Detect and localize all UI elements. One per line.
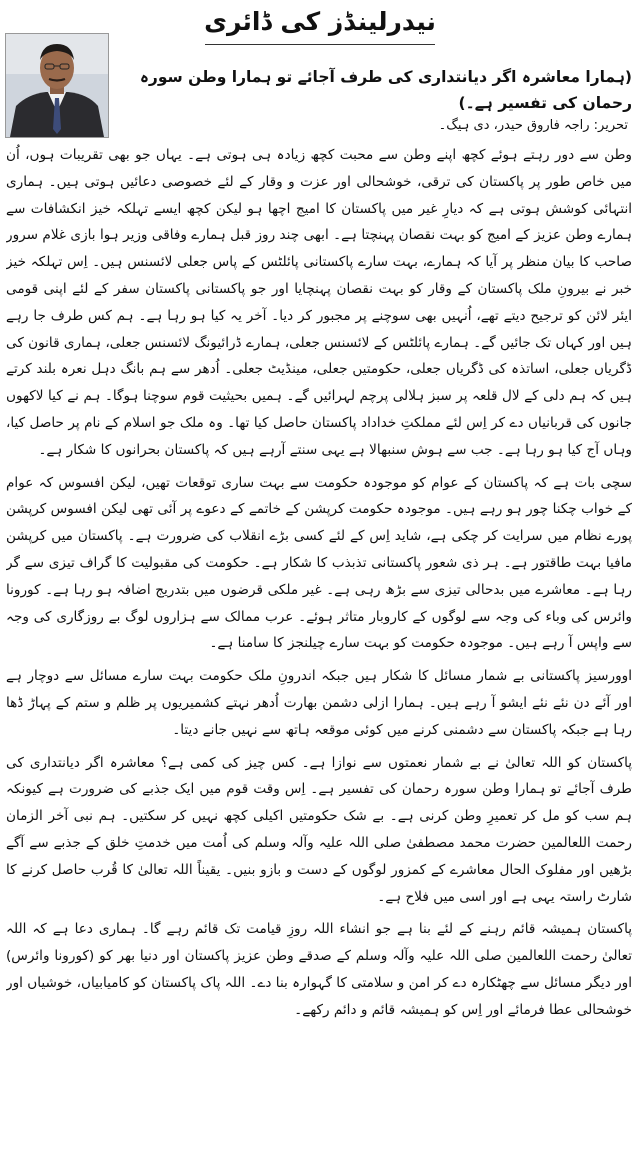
author-photo	[5, 33, 109, 138]
article-title: نیدرلینڈز کی ڈائری	[204, 7, 436, 36]
author-photo-icon	[6, 34, 108, 137]
paragraph: وطن سے دور رہتے ہوئے کچھ اپنے وطن سے محبت کچھ زیادہ ہی ہوتی ہے۔ یہاں جو بھی تقریبات ہوں، اُن میں خاص طور پر پاکستان کی ترقی، خوشحالی اور عزت و وقار کے لئے خصوصی دعائیں ہوتی ہیں۔ ہماری انتہائی کوشش ہوتی ہے کہ دیارِ غیر میں پاکستان کا امیج اچھا ہو لیکن کچھ ایسے تہلکہ خیز انکشافات سے ہمارے وطن عزیز کے امیج کو بہت نقصان پہنچتا ہے۔ ابھی چند روز قبل ہمارے وفاقی وزیر ہوا بازی غلام سرور صاحب کا بیان منظر پر آیا کہ ہمارے، بہت سارے پاکستانی پائلٹس کے پاس جعلی لائسنس ہیں۔ اِس تہلکہ خیز خبر نے بیرونِ ملک پاکستان کے وقار کو بہت نقصان پہنچایا اور جو پاکستانی پاکستان سفر کے لئے اپنی قومی ایئر لائن کو ترجیح دیتے تھے، اُنہیں بھی سوچنے پر مجبور کر دیا۔ آخر یہ کیا ہو رہا ہے۔ ہم کس طرف جا رہے ہیں اور کہاں تک جائیں گے۔ ہمارے پائلٹس کے لائسنس جعلی، ہمارے ڈرائیونگ لائسنس جعلی، ہماری قانون کی ڈگریاں جعلی، اساتذہ کی ڈگریاں جعلی، حکومتیں جعلی، مینڈیٹ جعلی۔ اُدھر سے ہم بانگ دہل نعرہ بلند کرتے ہیں کہ ہم دلی کے لال قلعہ پر سبز ہلالی پرچم لہرائیں گے۔ ہمیں بحیثیت قوم سوچنا ہوگا۔ ہم نے کیا لاکھوں جانوں کی قربانیاں دے کر اِس لئے مملکتِ خداداد پاکستان حاصل کیا تھا۔ وہ ملک جو اسلام کے نام پر حاصل کیا، وہاں آج کیا ہو رہا ہے۔ جب سے ہوش سنبھالا ہے یہی سنتے آرہے ہیں کہ پاکستان بحرانوں کا شکار ہے۔	[6, 147, 632, 458]
article-body	[6, 142, 632, 1155]
author-byline: تحریر: راجہ فاروق حیدر، دی ہیگ۔	[438, 118, 628, 133]
paragraph: اوورسیز پاکستانی بے شمار مسائل کا شکار ہیں جبکہ اندرونِ ملک حکومت بہت سارے مسائل سے دوچار ہے اور آئے دن نئے نئے ایشو آ رہے ہیں۔ ہمارا ازلی دشمن بھارت اُدھر نہتے کشمیریوں پر ظلم و ستم کے پہاڑ ڈھا رہا ہے جبکہ پاکستان سے دشمنی کرنے میں کوئی موقعہ ہاتھ سے نہیں جانے دیتا۔	[6, 668, 632, 738]
title-underline	[205, 44, 435, 45]
paragraph: پاکستان ہمیشہ قائم رہنے کے لئے بنا ہے جو انشاء اللہ روزِ قیامت تک قائم رہے گا۔ ہماری دعا ہے کہ اللہ تعالیٰ رحمت اللعالمین صلی اللہ علیہ وآلہ وسلم کے صدقے وطن عزیز پاکستان اور دنیا بھر کو (کورونا وائرس) اور دیگر مسائل سے چھٹکارہ دے کر امن و سلامتی کا گہوارہ بنا دے۔ اللہ پاک پاکستان کو کامیابیاں، خوشیاں اور خوشحالی عطا فرمائے اور اِس کو ہمیشہ قائم و دائم رکھے۔	[6, 921, 632, 1018]
paragraph: پاکستان کو اللہ تعالیٰ نے بے شمار نعمتوں سے نوازا ہے۔ کس چیز کی کمی ہے؟ معاشرہ اگر دیانتداری کی طرف آجائے تو ہمارا وطن سورہ رحمان کی تفسیر ہے۔ اِس وقت قوم میں ایک جذبے کی ضرورت ہے کیونکہ ہم سب کو مل کر تعمیرِ وطن کرنی ہے۔ بے شک حکومتیں اکیلی کچھ نہیں کر سکتیں۔ ہم نبی آخر الزمان رحمت اللعالمین حضرت محمد مصطفیٰ صلی اللہ علیہ وآلہ وسلم کی اُمت میں خدمتِ خلق کے جذبے سے آگے بڑھیں اور مفلوک الحال معاشرے کے کمزور لوگوں کے دست و بازو بنیں۔ یقیناً اللہ تعالیٰ کا قُرب حاصل کرنے کا شارٹ راستہ یہی ہے اور اسی میں فلاح ہے۔	[6, 754, 632, 905]
article-subtitle: (ہمارا معاشرہ اگر دیانتداری کی طرف آجائے تو ہمارا وطن سورہ رحمان کی تفسیر ہے۔)	[139, 68, 632, 112]
paragraph: سچی بات ہے کہ پاکستان کے عوام کو موجودہ حکومت سے بہت ساری توقعات تھیں، لیکن افسوس کہ عوام کے خواب چکنا چور ہو رہے ہیں۔ موجودہ حکومت کرپشن کے خاتمے کے دعوے پر آئی تھی لیکن افسوس کرپشن پورے نظام میں سرایت کر چکی ہے، شاید اِس کے لئے کسی بڑے انقلاب کی ضرورت ہے۔ پاکستان میں کرپشن مافیا بہت طاقتور ہے۔ ہر ذی شعور پاکستانی تذبذب کا شکار ہے۔ حکومت کی مقبولیت کا گراف تیزی سے گر رہا ہے۔ معاشرے میں بدحالی تیزی سے بڑھ رہی ہے۔ غیر ملکی قرضوں میں بتدریج اضافہ ہو رہا ہے۔ کورونا وائرس کی وباء کی وجہ سے لوگوں کے کاروبار متاثر ہوئے۔ عرب ممالک سے ہزاروں لوگ بے روزگاری کی وجہ سے واپس آ رہے ہیں۔ موجودہ حکومت کو بہت سارے چیلنجز کا سامنا ہے۔	[6, 474, 632, 652]
